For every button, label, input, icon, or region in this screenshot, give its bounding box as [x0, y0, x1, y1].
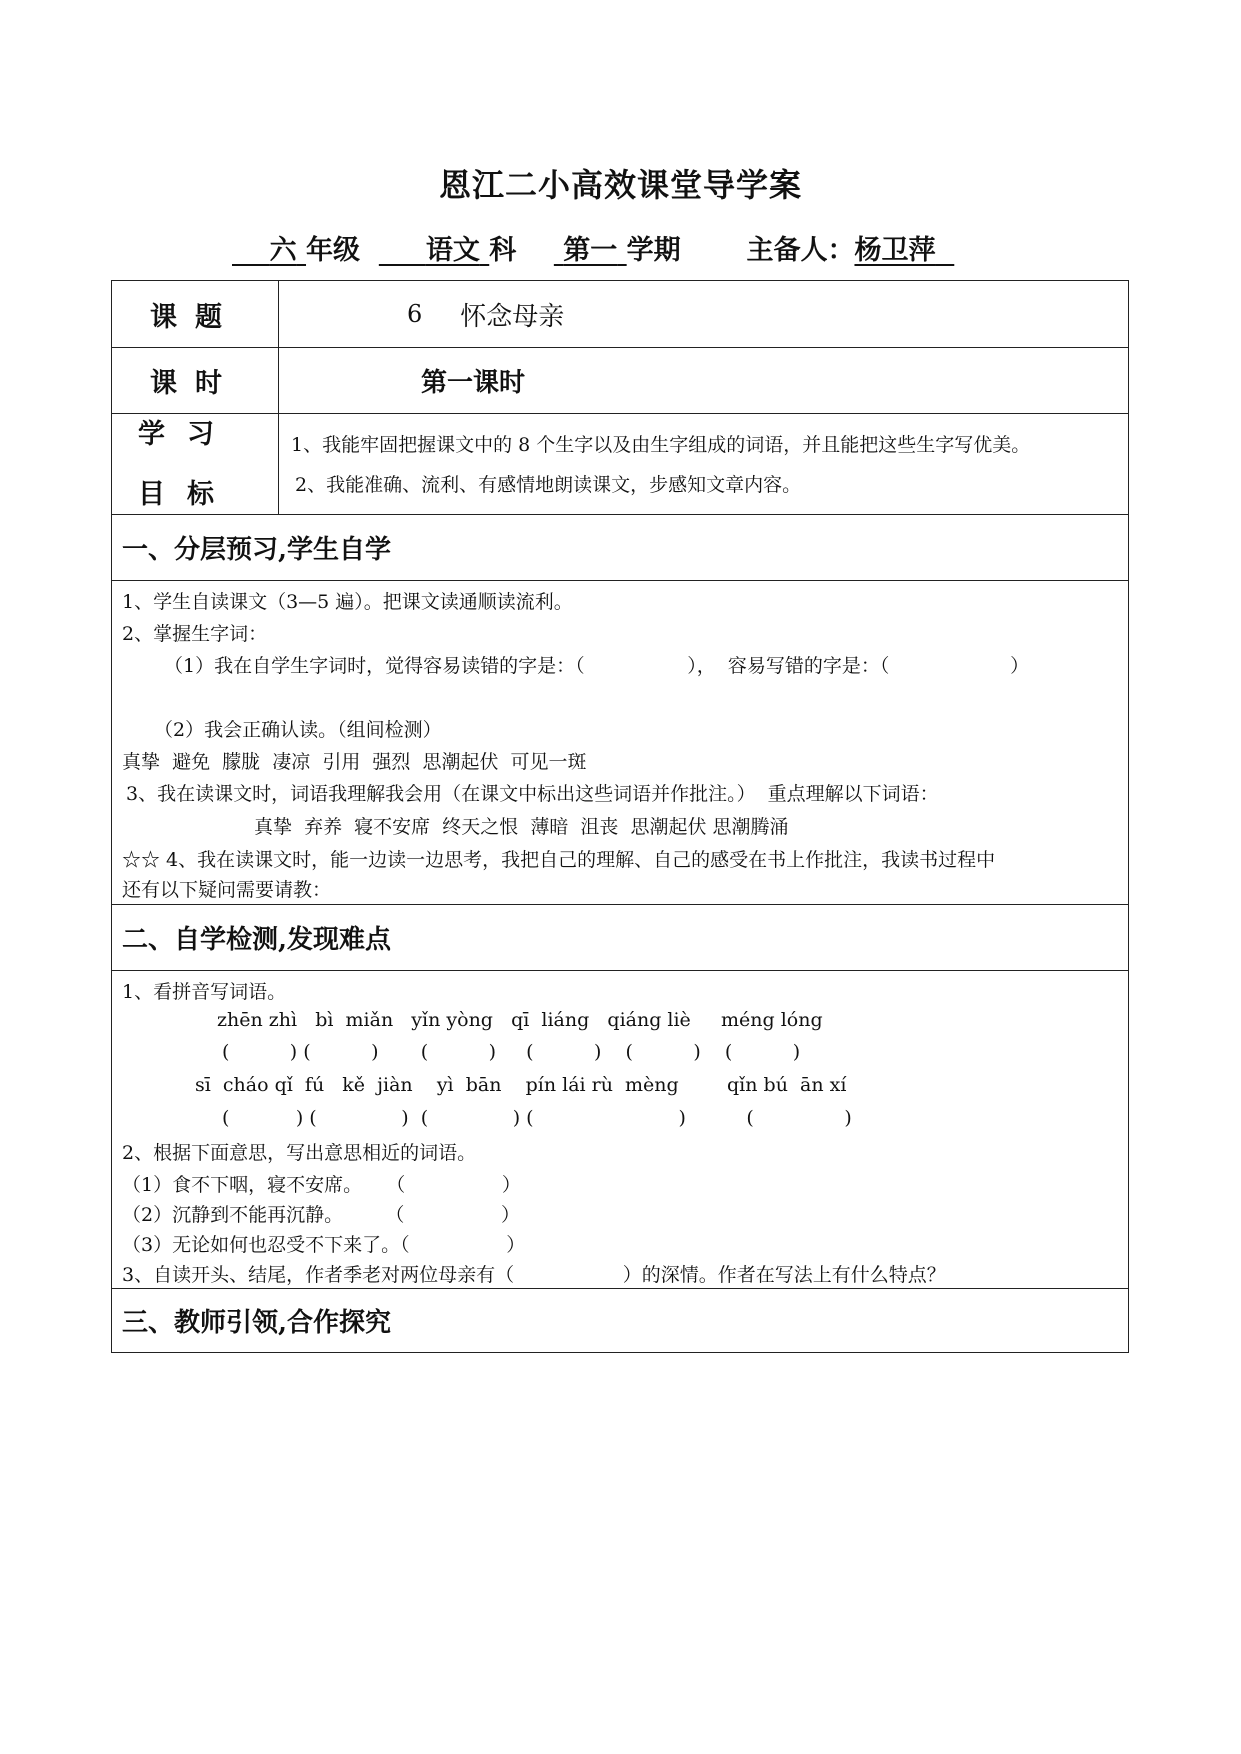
text-line: 2、掌握生字词： — [122, 623, 268, 645]
text-line: ☆☆ 4、我在读课文时，能一边读一边思考，我把自己的理解、自己的感受在书上作批注，我读书过程中 — [122, 849, 996, 871]
text-line: （1）食不下咽，寝不安席。 （ ） — [122, 1174, 521, 1196]
text-line: （2）我会正确认读。（组间检测） — [154, 719, 442, 741]
page-title: 恩江二小高效课堂导学案 — [438, 166, 802, 204]
topic-label: 课题 — [112, 281, 279, 347]
goals-list — [279, 414, 1128, 514]
pinyin-line: zhēn zhì bì miǎn yǐn yòng qī liáng qiáng liè méng lóng — [217, 1009, 823, 1031]
grade-suffix: 年级 — [306, 235, 361, 266]
text-line: （2）沉静到不能再沉静。 （ ） — [122, 1204, 520, 1226]
goal-item: 1、我能牢固把握课文中的 8 个生字以及由生字组成的词语，并且能把这些生字写优美。 — [291, 434, 1031, 456]
topic-number: 6 — [407, 300, 423, 328]
text-line: （3）无论如何也忍受不下来了。（ ） — [122, 1234, 526, 1256]
goal-item: 2、我能准确、流利、有感情地朗读课文，步感知文章内容。 — [295, 474, 802, 496]
text-line: 1、看拼音写词语。 — [122, 981, 287, 1003]
period-row — [112, 347, 1128, 413]
period-value — [279, 348, 1128, 413]
term-suffix: 学期 — [626, 235, 681, 266]
topic-title: 怀念母亲 — [460, 301, 565, 332]
text-line: 3、自读开头、结尾，作者季老对两位母亲有（ ）的深情。作者在写法上有什么特点？ — [122, 1264, 946, 1286]
pinyin-line: sī cháo qǐ fú kě jiàn yì bān pín lái rù mèng qǐn bú ān xí — [195, 1074, 847, 1096]
goals-label — [112, 414, 279, 514]
section-2-body — [112, 970, 1128, 1288]
goals-label-line-1: 学习 — [138, 419, 236, 450]
subject-value: 语文 — [425, 235, 480, 266]
section-3-heading: 三、教师引领,合作探究 — [112, 1288, 1128, 1352]
period-label: 课时 — [112, 348, 279, 413]
text-line: （1）我在自学生字词时，觉得容易读错的字是：（ ）， 容易写错的字是：（ ） — [164, 655, 1030, 677]
term-value: 第一 — [563, 235, 618, 266]
vocab-line: 真挚 弃养 寝不安席 终天之恨 薄暗 沮丧 思潮起伏 思潮腾涌 — [254, 816, 789, 838]
vocab-line: 真挚 避免 朦胧 凄凉 引用 强烈 思潮起伏 可见一斑 — [122, 751, 587, 773]
text-line: 2、根据下面意思，写出意思相近的词语。 — [122, 1142, 477, 1164]
grade-value: 六 — [269, 235, 297, 266]
period-text: 第一课时 — [421, 368, 526, 398]
subject-suffix: 科 — [489, 235, 517, 266]
lesson-plan-table — [111, 280, 1129, 1353]
section-2-heading: 二、自学检测,发现难点 — [112, 904, 1128, 970]
preparer-label: 主备人： — [746, 235, 855, 266]
answer-blanks: ( ) ( ) ( ) ( ) ( ) — [222, 1107, 852, 1129]
goals-label-line-2: 目标 — [138, 479, 236, 510]
goals-row — [112, 413, 1128, 514]
preparer-value: 杨卫萍 — [854, 235, 936, 266]
header-meta-line — [232, 228, 954, 267]
topic-row — [112, 281, 1128, 347]
section-1-body — [112, 580, 1128, 904]
section-1-heading: 一、分层预习,学生自学 — [112, 514, 1128, 580]
text-line: 还有以下疑问需要请教： — [122, 879, 332, 901]
text-line: 3、我在读课文时，词语我理解我会用（在课文中标出这些词语并作批注。） 重点理解以下词语： — [126, 783, 939, 805]
topic-value — [279, 281, 1128, 347]
answer-blanks: ( ) ( ) ( ) ( ) ( ) ( ) — [222, 1041, 801, 1063]
text-line: 1、学生自读课文（3—5 遍）。把课文读通顺读流利。 — [122, 591, 573, 613]
